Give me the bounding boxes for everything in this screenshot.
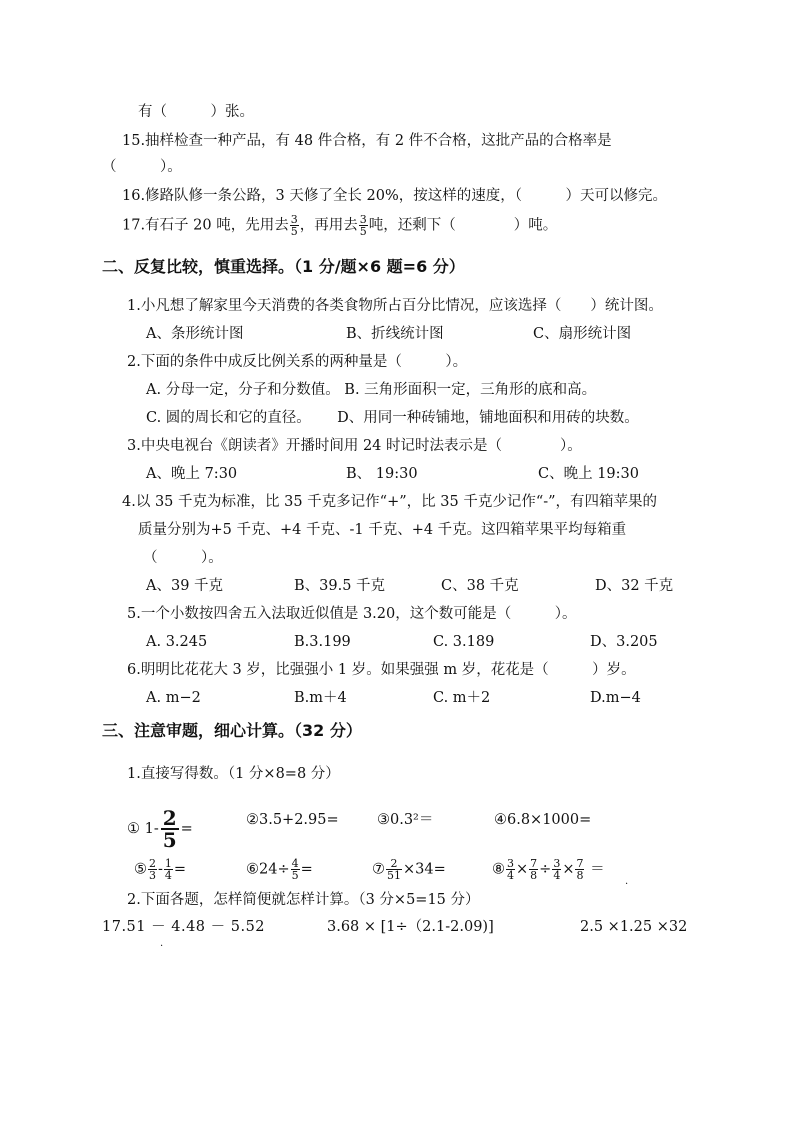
fraction: $\frac{7}{8}$ [576, 857, 584, 882]
s2-q1-option-b: B、折线统计图 [346, 326, 444, 342]
compute-3: 2.5 ×1.25 ×32 [580, 919, 688, 935]
fraction: $\frac{2}{3}$ [149, 857, 156, 882]
s2-question-4-line2: 质量分别为+5 千克、+4 千克、-1 千克、+4 千克。这四箱苹果平均每箱重 [138, 522, 627, 538]
s2-q6-option-d: D.m−4 [590, 690, 641, 706]
calc-7: ⑦ $\frac{2}{51}$ ×34= [372, 857, 446, 882]
calc-8: ⑧ $\frac{3}{4}$ × $\frac{7}{8}$ ÷ $\frac{3}{4}$ × $\frac{7}{8}$ ＝ [492, 857, 605, 882]
fraction: $\frac{3}{5}$ [359, 213, 367, 238]
s2-question-1: 1.小凡想了解家里今天消费的各类食物所占百分比情况，应该选择（ ）统计图。 [127, 298, 663, 314]
s2-q3-option-a: A、晚上 7:30 [146, 466, 238, 482]
fraction: $\frac{1}{4}$ [164, 857, 172, 882]
s2-question-5: 5.一个小数按四舍五入法取近似值是 3.20，这个数可能是（ ）。 [127, 606, 577, 622]
question-15-answer: （ ）。 [102, 159, 182, 175]
s2-q6-option-b: B.m＋4 [294, 690, 347, 706]
fraction: $\frac{2}{5}$ [162, 806, 177, 852]
compute-2: 3.68 × [1÷（2.1-2.09)] [327, 919, 494, 935]
s2-q5-option-a: A. 3.245 [146, 634, 208, 650]
fraction: $\frac{3}{5}$ [290, 213, 298, 238]
fraction: $\frac{4}{5}$ [291, 857, 299, 882]
s2-q6-option-a: A. m−2 [146, 690, 201, 706]
s2-q1-option-a: A、条形统计图 [146, 326, 244, 342]
calc-1: ① 1- $\frac{2}{5}$ = [127, 806, 193, 852]
stray-dot: . [625, 876, 629, 887]
s2-question-4-line1: 4.以 35 千克为标准，比 35 千克多记作“+”，比 35 千克少记作“-”，有四箱苹果的 [122, 494, 658, 510]
calc-3: ③0.3²＝ [377, 812, 434, 828]
s2-q2-options-cd: C. 圆的周长和它的直径。 D、用同一种砖铺地，铺地面积和用砖的块数。 [146, 410, 639, 426]
compute-1: 17.51 － 4.48 － 5.52 [102, 919, 266, 935]
s2-q5-option-b: B.3.199 [294, 634, 351, 650]
fraction: $\frac{3}{4}$ [507, 857, 514, 882]
continuation-line: 有（ ）张。 [138, 104, 254, 120]
s3-part-1: 1.直接写得数。（1 分×8=8 分） [127, 766, 340, 782]
section-2-heading: 二、反复比较，慎重选择。（1 分/题×6 题=6 分） [102, 257, 465, 276]
fraction: $\frac{7}{8}$ [530, 857, 538, 882]
fraction: $\frac{2}{51}$ [387, 857, 401, 882]
section-3-heading: 三、注意审题，细心计算。（32 分） [102, 721, 362, 740]
s2-question-3: 3.中央电视台《朗读者》开播时间用 24 时记时法表示是（ ）。 [127, 438, 582, 454]
s2-q4-option-b: B、39.5 千克 [294, 578, 386, 594]
question-15: 15.抽样检查一种产品，有 48 件合格，有 2 件不合格，这批产品的合格率是 [122, 133, 612, 149]
calc-4: ④6.8×1000= [494, 812, 592, 828]
s2-q1-option-c: C、扇形统计图 [533, 326, 632, 342]
s2-q4-option-d: D、32 千克 [595, 578, 674, 594]
s3-part-2: 2.下面各题，怎样简便就怎样计算。（3 分×5=15 分） [127, 892, 480, 908]
s2-question-6: 6.明明比花花大 3 岁，比强强小 1 岁。如果强强 m 岁，花花是（ ）岁。 [127, 662, 636, 678]
s2-q3-option-b: B、 19:30 [346, 466, 418, 482]
calc-2: ②3.5+2.95= [246, 812, 339, 828]
s2-q4-option-c: C、38 千克 [441, 578, 519, 594]
question-17: 17.有石子 20 吨，先用去 $\frac{3}{5}$ ，再用去 $\frac{3}{5}$ 吨，还剩下（ ）吨。 [122, 213, 558, 238]
calc-5: ⑤ $\frac{2}{3}$ - $\frac{1}{4}$ = [134, 857, 187, 882]
s2-question-2: 2.下面的条件中成反比例关系的两种量是（ ）。 [127, 354, 468, 370]
s2-q4-option-a: A、39 千克 [146, 578, 224, 594]
question-16: 16.修路队修一条公路，3 天修了全长 20%，按这样的速度，（ ）天可以修完。 [122, 188, 667, 204]
s2-q3-option-c: C、晚上 19:30 [538, 466, 639, 482]
calc-6: ⑥24÷ $\frac{4}{5}$ = [246, 857, 313, 882]
s2-q2-options-ab: A. 分母一定，分子和分数值。 B. 三角形面积一定，三角形的底和高。 [146, 382, 597, 398]
s2-q6-option-c: C. m＋2 [433, 690, 491, 706]
s2-q5-option-d: D、3.205 [590, 634, 658, 650]
fraction: $\frac{3}{4}$ [553, 857, 561, 882]
s2-q5-option-c: C. 3.189 [433, 634, 495, 650]
stray-dot: . [160, 938, 164, 949]
s2-question-4-line3: （ ）。 [143, 550, 223, 566]
